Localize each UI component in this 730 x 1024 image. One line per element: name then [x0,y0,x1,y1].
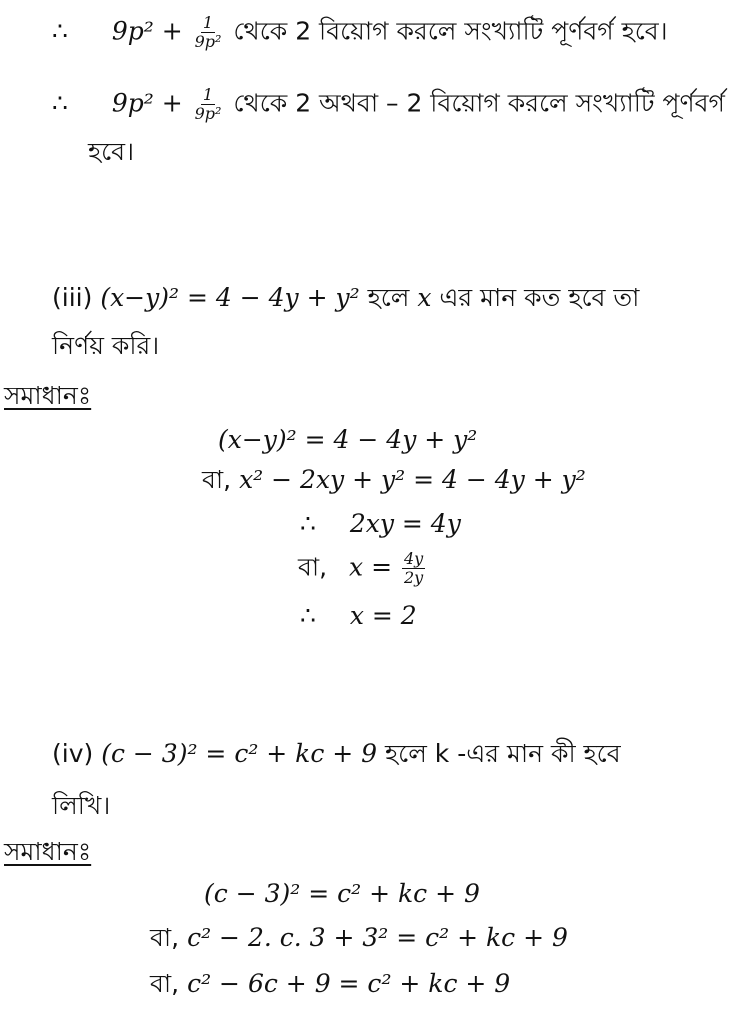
fraction [193,14,224,51]
fraction-denominator: 2y [403,568,424,587]
step-lhs: x = [349,552,393,582]
therefore-line-2-continuation: হবে। [88,137,135,166]
solution-step-3 [300,508,461,540]
question-label: (iv) [52,739,94,768]
solution-step-5 [300,600,417,632]
fraction-numerator: 4y [403,549,424,568]
question-iv [52,738,621,770]
expression-lead: 9p² + [111,16,191,46]
fraction [193,86,224,123]
statement-text: থেকে 2 অথবা – 2 বিয়োগ করলে সংখ্যাটি পূর্ণবর্গ [233,88,725,118]
step-prefix: বা, [298,552,328,582]
fraction-numerator: 1 [202,13,214,32]
step-expression: x² − 2xy + y² = 4 − 4y + y² [239,465,586,494]
solution-step-1: (c − 3)² = c² + kc + 9 [204,879,480,908]
solution-step-2 [150,922,568,954]
question-variable: x [417,283,432,312]
question-iii-continuation: নির্ণয় করি। [52,331,160,360]
solution-heading: সমাধানঃ [4,837,92,866]
fraction-numerator: 1 [202,85,214,104]
expression-lead: 9p² + [111,88,191,118]
step-expression: x = 2 [349,601,417,630]
therefore-line-1 [52,14,668,51]
therefore-symbol: ∴ [300,509,316,538]
step-expression: c² − 2. c. 3 + 3² = c² + kc + 9 [187,923,568,952]
solution-step-2 [202,464,586,496]
question-iv-continuation: লিখি। [52,791,111,820]
step-expression: 2xy = 4y [349,509,461,538]
step-prefix: বা, [150,969,180,998]
therefore-symbol: ∴ [52,88,68,118]
therefore-line-2 [52,86,725,123]
step-prefix: বা, [150,923,180,952]
fraction [402,550,425,587]
question-label: (iii) [52,283,93,312]
question-iii [52,282,639,314]
therefore-symbol: ∴ [300,601,316,630]
solution-step-1: (x−y)² = 4 − 4y + y² [218,425,478,454]
question-expression: (c − 3)² = c² + kc + 9 [101,739,378,768]
question-tail: হলে k -এর মান কী হবে [385,739,621,768]
solution-step-4 [298,550,427,587]
therefore-symbol: ∴ [52,16,68,46]
solution-heading: সমাধানঃ [4,381,92,410]
fraction-denominator: 9p² [194,104,222,123]
statement-text: থেকে 2 বিয়োগ করলে সংখ্যাটি পূর্ণবর্গ হবে। [233,16,668,46]
question-tail: এর মান কত হবে তা [439,283,640,312]
solution-step-3 [150,968,510,1000]
question-expression: (x−y)² = 4 − 4y + y² [100,283,360,312]
step-prefix: বা, [202,465,232,494]
question-text: হলে [367,283,410,312]
fraction-denominator: 9p² [194,32,222,51]
step-expression: c² − 6c + 9 = c² + kc + 9 [187,969,511,998]
